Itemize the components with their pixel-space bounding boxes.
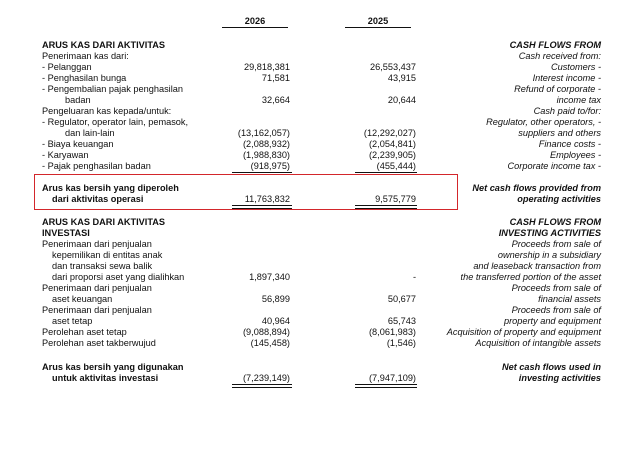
row-value-2026: (918,975) — [250, 161, 290, 171]
table-row — [0, 150, 641, 161]
row-value-2026: 71,581 — [261, 73, 290, 83]
row-label-id: aset tetap — [52, 316, 93, 326]
table-row — [0, 128, 641, 139]
table-row — [0, 139, 641, 150]
investing-net-line-1 — [0, 362, 641, 373]
row-value-2026: (9,088,894) — [243, 327, 290, 337]
row-value-2026: 56,899 — [261, 294, 290, 304]
row-label-en: Regulator, other operators, - — [486, 117, 601, 127]
row-label-id: aset keuangan — [52, 294, 113, 304]
operating-title-en: CASH FLOWS FROM — [509, 40, 601, 50]
row-label-en: ownership in a subsidiary — [497, 250, 601, 260]
investing-net-double-rule-2026 — [232, 384, 292, 388]
row-label-id: - Regulator, operator lain, pemasok, — [42, 117, 189, 127]
row-label-id: kepemilikan di entitas anak — [52, 250, 163, 260]
row-value-2025: 26,553,437 — [370, 62, 416, 72]
table-row — [0, 338, 641, 349]
investing-net-label-2: untuk aktivitas investasi — [52, 373, 159, 383]
row-label-id: - Pengembalian pajak penghasilan — [42, 84, 183, 94]
row-label-en: Proceeds from sale of — [511, 305, 601, 315]
row-label-id: Pengeluaran kas kepada/untuk: — [42, 106, 172, 116]
investing-net-en-2: investing activities — [518, 373, 601, 383]
operating-net-label-2: dari aktivitas operasi — [52, 194, 144, 204]
row-label-en: Cash paid to/for: — [533, 106, 601, 116]
investing-title-line-2 — [0, 228, 641, 239]
operating-net-double-rule-2026 — [232, 205, 292, 209]
row-label-en: Acquisition of property and equipment — [446, 327, 601, 337]
operating-subtotal-rule-2025 — [355, 172, 417, 173]
operating-net-line-1 — [0, 183, 641, 194]
row-value-2025: 50,677 — [387, 294, 416, 304]
row-label-en: and leaseback transaction from — [473, 261, 601, 271]
operating-net-en-2: operating activities — [517, 194, 601, 204]
row-value-2026: (1,988,830) — [243, 150, 290, 160]
row-value-2026: 1,897,340 — [249, 272, 290, 282]
row-label-id: Penerimaan dari penjualan — [42, 305, 152, 315]
investing-net-line-2 — [0, 373, 641, 384]
row-value-2025: (8,061,983) — [369, 327, 416, 337]
operating-net-line-2 — [0, 194, 641, 205]
row-value-2025: 65,743 — [387, 316, 416, 326]
investing-title-line-1 — [0, 217, 641, 228]
operating-subtotal-rule-2026 — [232, 172, 292, 173]
row-label-id: Perolehan aset takberwujud — [42, 338, 156, 348]
row-value-2026: 32,664 — [261, 95, 290, 105]
row-value-2025: 43,915 — [387, 73, 416, 83]
row-label-en: Employees - — [549, 150, 601, 160]
row-value-2026: 29,818,381 — [244, 62, 290, 72]
row-label-en: Proceeds from sale of — [511, 239, 601, 249]
investing-net-2026: (7,239,149) — [243, 373, 290, 383]
year-header-2026: 2026 — [222, 15, 288, 28]
table-row — [0, 73, 641, 84]
row-value-2025: (455,444) — [376, 161, 416, 171]
table-row — [0, 250, 641, 261]
row-label-id: - Penghasilan bunga — [42, 73, 127, 83]
operating-net-label-1: Arus kas bersih yang diperoleh — [42, 183, 179, 193]
row-label-id: - Karyawan — [42, 150, 89, 160]
row-value-2026: (145,458) — [250, 338, 290, 348]
table-row — [0, 272, 641, 283]
investing-net-en-1: Net cash flows used in — [501, 362, 601, 372]
row-value-2025: (2,239,905) — [369, 150, 416, 160]
row-label-en: suppliers and others — [518, 128, 601, 138]
table-row — [0, 161, 641, 172]
row-label-id: Perolehan aset tetap — [42, 327, 127, 337]
investing-net-label-1: Arus kas bersih yang digunakan — [42, 362, 184, 372]
investing-title-en-2: INVESTING ACTIVITIES — [498, 228, 601, 238]
row-value-2026: (2,088,932) — [243, 139, 290, 149]
row-value-2026: 40,964 — [261, 316, 290, 326]
cash-received-id: Penerimaan kas dari: — [42, 51, 129, 61]
operating-title-id: ARUS KAS DARI AKTIVITAS — [42, 40, 166, 50]
table-row — [0, 327, 641, 338]
operating-net-double-rule-2025 — [355, 205, 417, 209]
row-label-id: badan — [65, 95, 91, 105]
table-row — [0, 239, 641, 250]
row-label-id: Penerimaan dari penjualan — [42, 239, 152, 249]
investing-title-en-1: CASH FLOWS FROM — [509, 217, 601, 227]
operating-section-title — [0, 40, 641, 51]
row-label-en: Refund of corporate - — [514, 84, 601, 94]
operating-net-en-1: Net cash flows provided from — [472, 183, 601, 193]
row-value-2025: (2,054,841) — [369, 139, 416, 149]
row-label-en: Acquisition of intangible assets — [475, 338, 601, 348]
row-value-2025: (12,292,027) — [363, 128, 416, 138]
row-label-id: - Pajak penghasilan badan — [42, 161, 151, 171]
table-row — [0, 316, 641, 327]
row-value-2026: (13,162,057) — [237, 128, 290, 138]
row-label-id: - Biaya keuangan — [42, 139, 114, 149]
table-row — [0, 62, 641, 73]
table-row — [0, 294, 641, 305]
row-label-en: Interest income - — [532, 73, 601, 83]
table-row — [0, 106, 641, 117]
row-value-2025: - — [412, 272, 416, 282]
table-row — [0, 261, 641, 272]
row-label-id: dan lain-lain — [65, 128, 115, 138]
row-label-id: - Pelanggan — [42, 62, 92, 72]
table-row — [0, 305, 641, 316]
row-label-en: Customers - — [550, 62, 601, 72]
row-label-en: Proceeds from sale of — [511, 283, 601, 293]
year-header-2025: 2025 — [345, 15, 411, 28]
operating-net-2026: 11,763,832 — [244, 194, 290, 204]
table-row — [0, 95, 641, 106]
investing-title-id-2: INVESTASI — [42, 228, 90, 238]
row-value-2025: 20,644 — [387, 95, 416, 105]
row-label-id: dan transaksi sewa balik — [52, 261, 153, 271]
cash-received-en: Cash received from: — [518, 51, 601, 61]
investing-title-id-1: ARUS KAS DARI AKTIVITAS — [42, 217, 166, 227]
row-label-id: Penerimaan dari penjualan — [42, 283, 152, 293]
table-row — [0, 84, 641, 95]
row-label-en: Finance costs - — [538, 139, 601, 149]
operating-net-2025: 9,575,779 — [375, 194, 416, 204]
row-label-en: property and equipment — [503, 316, 601, 326]
investing-net-2025: (7,947,109) — [369, 373, 416, 383]
row-label-en: Corporate income tax - — [507, 161, 601, 171]
cash-received-heading — [0, 51, 641, 62]
table-row — [0, 117, 641, 128]
investing-net-double-rule-2025 — [355, 384, 417, 388]
row-label-en: income tax — [556, 95, 601, 105]
row-label-en: financial assets — [538, 294, 601, 304]
row-label-en: the transferred portion of the asset — [460, 272, 601, 282]
table-row — [0, 283, 641, 294]
row-label-id: dari proporsi aset yang dialihkan — [52, 272, 185, 282]
row-value-2025: (1,546) — [386, 338, 416, 348]
